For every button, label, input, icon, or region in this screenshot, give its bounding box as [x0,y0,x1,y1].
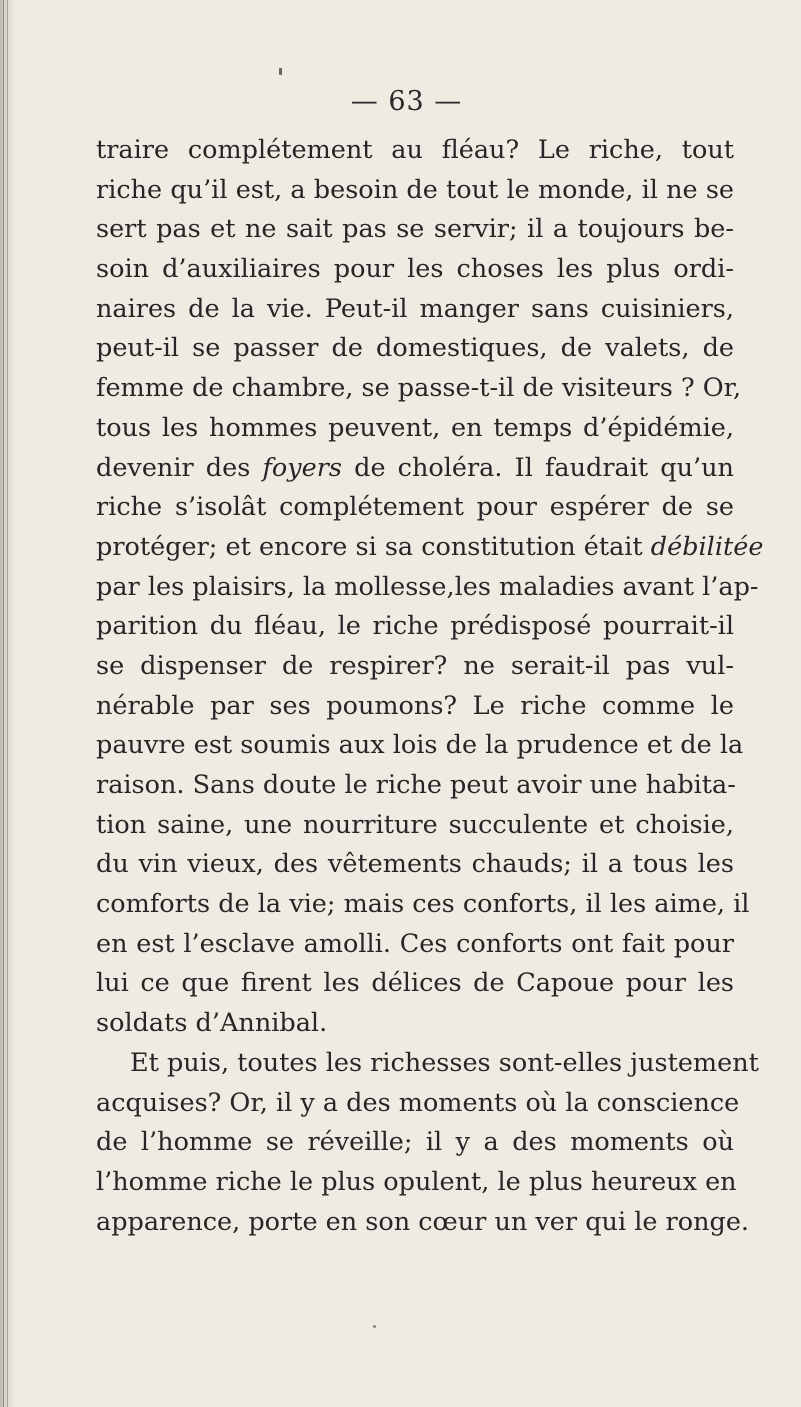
text-run: traire complétement au fléau? Le riche, tout [96,135,734,165]
page-number: — 63 — [350,86,463,117]
paragraph-end-line [96,1004,734,1044]
text-run: Et puis, toutes les richesses sont-elles justement [130,1047,759,1078]
text-line [96,607,734,647]
page-edge-line [7,0,8,1407]
text-run: riche s’isolât complétement pour espérer de se [96,492,734,523]
text-line [96,1123,734,1163]
text-run: peut-il se passer de domestiques, de valets, de [96,333,734,364]
text-line [96,488,734,528]
text-line [96,250,734,290]
text-run: l’homme riche le plus opulent, le plus heureux en [96,1166,737,1197]
text-line [96,726,744,766]
text-line [96,210,734,250]
text-run: pauvre est soumis aux lois de la prudence et de la [96,730,744,761]
text-run: femme de chambre, se passe-t-il de visiteurs ? Or, [96,373,742,404]
text-line [96,766,734,806]
text-line [96,687,734,727]
text-line [96,290,734,330]
text-line [96,449,734,489]
text-run: de l’homme se réveille; il y a des moments où [96,1127,734,1158]
text-line [96,1163,737,1203]
text-line [96,131,734,171]
text-line [96,806,734,846]
text-line [96,1084,740,1124]
text-run: acquises? Or, il y a des moments où la conscience [96,1087,740,1118]
text-run: nérable par ses poumons? Le riche comme le [96,690,734,721]
text-run: devenir des [96,452,263,483]
text-run: tion saine, une nourriture succulente et choisie, [96,809,734,840]
paragraph-start-line [96,1044,759,1084]
ink-speck [279,68,282,75]
text-run: parition du fléau, le riche prédisposé pourrait-il [96,611,734,642]
text-run: du vin vieux, des vêtements chauds; il a tous les [96,849,734,880]
text-run: se dispenser de respirer? ne serait-il pas vul- [96,650,734,681]
text-run: en est l’esclave amolli. Ces conforts ont fait pour [96,928,734,959]
text-run: riche qu’il est, a besoin de tout le monde, il ne se [96,174,734,205]
text-line [96,647,734,687]
text-line [96,409,734,449]
text-line [96,845,734,885]
text-run: raison. Sans doute le riche peut avoir une habita- [96,770,736,800]
body-text [96,131,764,1242]
text-line [96,885,750,925]
text-run: de choléra. Il faudrait qu’un [342,452,734,483]
text-line [96,1203,750,1243]
text-run: tous les hommes peuvent, en temps d’épidémie, [96,412,734,443]
text-run: soldats d’Annibal. [96,1008,328,1039]
italic-word: foyers [262,452,343,483]
text-run: soin d’auxiliaires pour les choses les plus ordi- [96,254,734,285]
page-edge-line [3,0,4,1407]
text-run: lui ce que firent les délices de Capoue pour les [96,968,734,999]
text-run: protéger; et encore si sa constitution était [96,531,651,562]
text-line [96,964,734,1004]
text-run: apparence, porte en son cœur un ver qui le ronge. [96,1206,750,1237]
text-line [96,369,742,409]
text-run: naires de la vie. Peut-il manger sans cuisiniers, [96,293,734,324]
text-line [96,171,734,211]
ink-speck [373,1325,376,1328]
italic-word: débilitée [650,531,764,562]
text-run: comforts de la vie; mais ces conforts, il les aime, il [96,889,750,920]
text-line [96,329,734,369]
text-run: sert pas et ne sait pas se servir; il a toujours be- [96,214,734,245]
text-run: par les plaisirs, la mollesse,les maladies avant l’ap- [96,571,759,602]
text-line [96,528,764,568]
text-line [96,568,759,608]
text-line [96,925,734,965]
